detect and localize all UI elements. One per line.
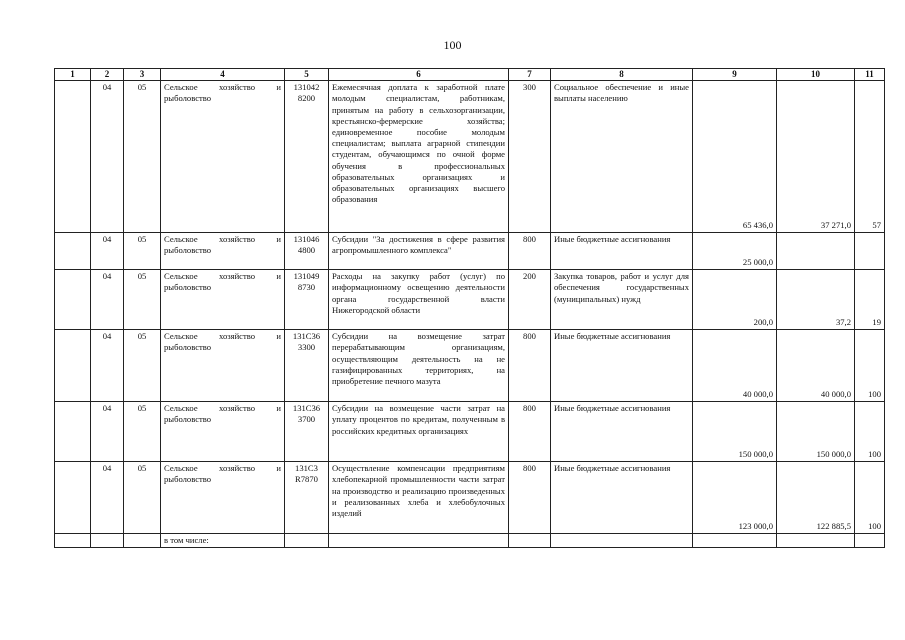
section-code: 04 [91, 462, 124, 534]
including-label: в том числе: [161, 534, 285, 548]
expense-type-name: Иные бюджетные ассигнования [551, 330, 693, 402]
subsection-code: 05 [124, 81, 161, 233]
expense-type-name: Социальное обеспечение и иные выплаты населению [551, 81, 693, 233]
page-number: 100 [443, 38, 462, 52]
table-cell [693, 534, 777, 548]
table-cell [55, 270, 91, 330]
section-code: 04 [91, 81, 124, 233]
section-code: 04 [91, 233, 124, 270]
actual-amount: 122 885,5 [777, 462, 855, 534]
target-article-code: 131049 8730 [285, 270, 329, 330]
planned-amount: 200,0 [693, 270, 777, 330]
planned-amount: 65 436,0 [693, 81, 777, 233]
target-article-code: 131С36 3300 [285, 330, 329, 402]
actual-amount [777, 233, 855, 270]
expense-description: Субсидии на возмещение затрат перерабатывающим организациям, осуществляющим деятельность на не газифицированных территориях, на приобретение печного мазута [329, 330, 509, 402]
section-name: Сельское хозяйство и рыболовство [161, 462, 285, 534]
table-cell [55, 330, 91, 402]
subsection-code: 05 [124, 330, 161, 402]
table-row [55, 81, 885, 233]
target-article-code: 131С3 R7870 [285, 462, 329, 534]
expense-description: Ежемесячная доплата к заработной плате молодым специалистам, работникам, принятым на работу в сельхозорганизации, крестьянско-фермерские хозяйства; единовременное пособие молодым специалистам; выплата аграрной стипендии студентам, обучающимся по очной форме обучения в профессиональных образовательных организациях и образовательных организациях высшего образования [329, 81, 509, 233]
expense-description: Субсидии на возмещение части затрат на уплату процентов по кредитам, полученным в российских кредитных организациях [329, 402, 509, 462]
planned-amount: 150 000,0 [693, 402, 777, 462]
section-code: 04 [91, 330, 124, 402]
target-article-code: 131042 8200 [285, 81, 329, 233]
actual-amount: 150 000,0 [777, 402, 855, 462]
table-cell [124, 534, 161, 548]
expense-description: Расходы на закупку работ (услуг) по информационному освещению деятельности органа государственной власти Нижегородской области [329, 270, 509, 330]
header-cell: 5 [285, 69, 329, 81]
header-cell: 4 [161, 69, 285, 81]
actual-amount: 40 000,0 [777, 330, 855, 402]
execution-percent: 57 [855, 81, 885, 233]
table-cell [551, 534, 693, 548]
header-cell: 1 [55, 69, 91, 81]
execution-percent: 100 [855, 402, 885, 462]
expense-type-code: 800 [509, 462, 551, 534]
table-row [55, 402, 885, 462]
subsection-code: 05 [124, 270, 161, 330]
section-code: 04 [91, 270, 124, 330]
table-cell [55, 233, 91, 270]
table-cell [509, 534, 551, 548]
section-name: Сельское хозяйство и рыболовство [161, 330, 285, 402]
table-cell [55, 534, 91, 548]
table-cell [777, 534, 855, 548]
header-cell: 8 [551, 69, 693, 81]
section-code: 04 [91, 402, 124, 462]
planned-amount: 25 000,0 [693, 233, 777, 270]
table-cell [55, 81, 91, 233]
header-cell: 7 [509, 69, 551, 81]
header-cell: 10 [777, 69, 855, 81]
subsection-code: 05 [124, 462, 161, 534]
section-name: Сельское хозяйство и рыболовство [161, 233, 285, 270]
table-row [55, 233, 885, 270]
header-cell: 11 [855, 69, 885, 81]
table-row [55, 330, 885, 402]
table-cell [91, 534, 124, 548]
table-row [55, 270, 885, 330]
planned-amount: 40 000,0 [693, 330, 777, 402]
expense-type-name: Закупка товаров, работ и услуг для обеспечения государственных (муниципальных) нужд [551, 270, 693, 330]
header-cell: 2 [91, 69, 124, 81]
section-name: Сельское хозяйство и рыболовство [161, 81, 285, 233]
expense-type-code: 800 [509, 330, 551, 402]
footer-row [55, 534, 885, 548]
section-name: Сельское хозяйство и рыболовство [161, 402, 285, 462]
table-cell [855, 534, 885, 548]
expense-type-name: Иные бюджетные ассигнования [551, 402, 693, 462]
expense-description: Осуществление компенсации предприятиям хлебопекарной промышленности части затрат на производство и реализацию произведенных и реализованных хлеба и хлебобулочных изделий [329, 462, 509, 534]
header-cell: 6 [329, 69, 509, 81]
execution-percent: 100 [855, 462, 885, 534]
section-name: Сельское хозяйство и рыболовство [161, 270, 285, 330]
expense-type-code: 800 [509, 233, 551, 270]
expense-type-name: Иные бюджетные ассигнования [551, 462, 693, 534]
table-cell [285, 534, 329, 548]
table-cell [329, 534, 509, 548]
expense-type-code: 200 [509, 270, 551, 330]
expense-type-code: 300 [509, 81, 551, 233]
table-cell [55, 402, 91, 462]
target-article-code: 131С36 3700 [285, 402, 329, 462]
expense-type-code: 800 [509, 402, 551, 462]
planned-amount: 123 000,0 [693, 462, 777, 534]
execution-percent: 100 [855, 330, 885, 402]
subsection-code: 05 [124, 402, 161, 462]
expense-description: Субсидии "За достижения в сфере развития агропромышленного комплекса" [329, 233, 509, 270]
table-row [55, 462, 885, 534]
execution-percent: 19 [855, 270, 885, 330]
actual-amount: 37 271,0 [777, 81, 855, 233]
header-cell: 3 [124, 69, 161, 81]
actual-amount: 37,2 [777, 270, 855, 330]
subsection-code: 05 [124, 233, 161, 270]
header-row [55, 69, 885, 81]
target-article-code: 131046 4800 [285, 233, 329, 270]
budget-table [54, 68, 885, 548]
expense-type-name: Иные бюджетные ассигнования [551, 233, 693, 270]
execution-percent [855, 233, 885, 270]
table-cell [55, 462, 91, 534]
header-cell: 9 [693, 69, 777, 81]
